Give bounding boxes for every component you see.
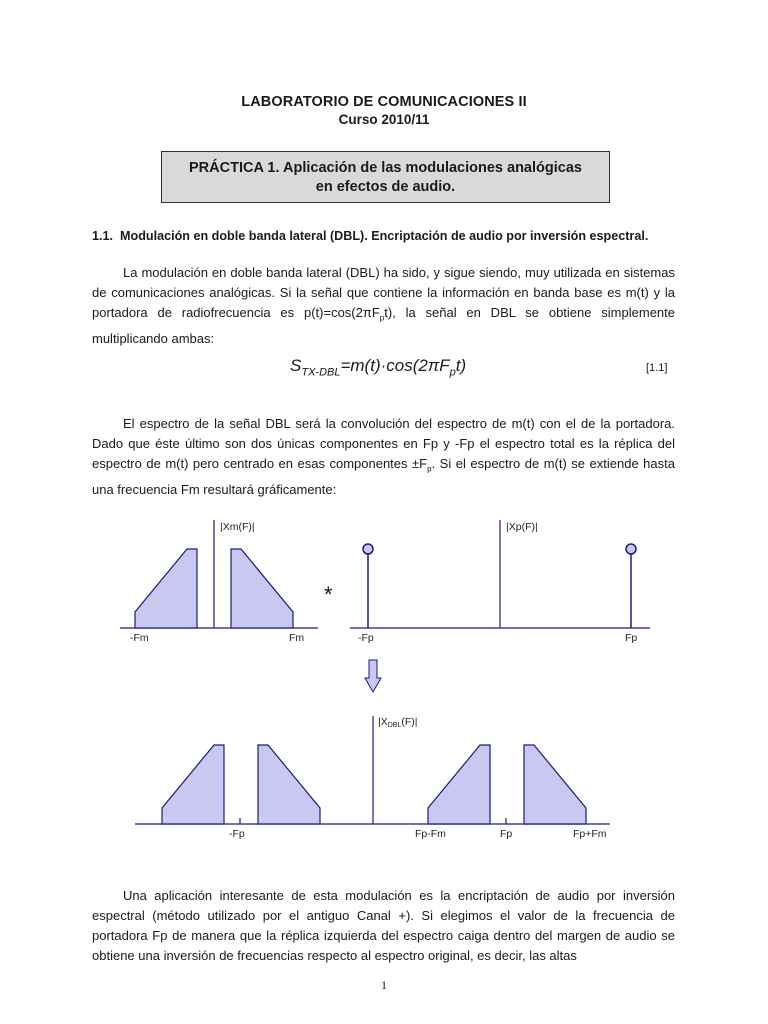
lab-title: LABORATORIO DE COMUNICACIONES II [241,94,527,110]
course-year: Curso 2010/11 [338,112,430,127]
tick-fp-minus-fm: Fp-Fm [415,828,446,840]
equation-number: [1.1] [646,362,668,374]
page-number: 1 [381,978,387,992]
tick-neg-fm: -Fm [130,632,149,644]
dbl-pos-right-band [524,745,586,824]
paragraph-2-subscript: p [427,464,432,474]
convolution-symbol: * [324,582,333,607]
label-xp: |Xp(F)| [506,521,538,533]
label-xdbl-subscript: DBL [387,722,402,729]
label-xdbl [378,716,418,729]
tick-neg-fp: -Fp [229,828,245,840]
carrier-pos-impulse-head [626,544,636,554]
equation-rhs-end: t) [455,356,467,375]
label-xm: |Xm(F)| [220,521,255,533]
tick-neg-fp-top: -Fp [358,632,374,644]
equation-subscript: TX-DBL [301,366,341,379]
paragraph-1-text: La modulación en doble banda lateral (DBL) ha sido, y sigue siendo, muy utilizada en sistemas de comunicaciones analógicas. Si la señal que contiene la información en banda base es m(t) y la portadora de radiofrecuencia es p(t)=cos(2πF [92,265,675,320]
tick-fp-plus-fm: Fp+Fm [573,828,607,840]
baseband-left-band [135,549,197,628]
dbl-neg-right-band [258,745,320,824]
paragraph-1-subscript: p [379,313,385,323]
carrier-spectrum [350,520,650,644]
practice-title-line1: PRÁCTICA 1. Aplicación de las modulaciones analógicas [189,160,582,176]
baseband-right-band [231,549,293,628]
section-number: 1.1. [92,229,114,243]
paragraph-3 [92,886,675,966]
equation-s: S [290,356,302,375]
paragraph-1-text-end: t), la señal en DBL se obtiene simplemente multiplicando ambas: [92,305,675,346]
paragraph-3-text: Una aplicación interesante de esta modulación es la encriptación de audio por inversión espectral (método utilizado por el antiguo Canal +). Si elegimos el valor de la frecuencia de portadora Fp de manera que la réplica izquierda del espectro caiga dentro del margen de audio se obtiene una inversión de frecuencias respecto al espectro original, es decir, las altas [92,888,675,963]
carrier-neg-impulse-head [363,544,373,554]
tick-fm: Fm [289,632,305,644]
tick-fp-top: Fp [625,632,638,644]
baseband-spectrum [120,520,318,644]
section-title: Modulación en doble banda lateral (DBL). Encriptación de audio por inversión espectral. [120,229,649,243]
label-xdbl-suffix: (F)| [401,716,418,728]
label-xdbl-prefix: |X [378,716,388,728]
result-arrow-icon [365,660,381,692]
tick-fp: Fp [500,828,513,840]
paragraph-2-text: El espectro de la señal DBL será la convolución del espectro de m(t) con el de la portadora. Dado que éste último son dos únicas componentes en Fp y -Fp el espectro total es la réplica del espectro de m(t) pero centrado en esas componentes ±F [92,416,675,471]
dbl-neg-left-band [162,745,224,824]
equation-rhs-subscript: p [449,366,456,379]
dbl-spectrum [135,716,610,840]
equation-rhs: =m(t)·cos(2πF [340,356,450,375]
dbl-pos-left-band [428,745,490,824]
practice-title-line2: en efectos de audio. [315,179,456,195]
paragraph-2-text-end: . Si el espectro de m(t) se extiende hasta una frecuencia Fm resultará gráficamente: [92,456,675,497]
